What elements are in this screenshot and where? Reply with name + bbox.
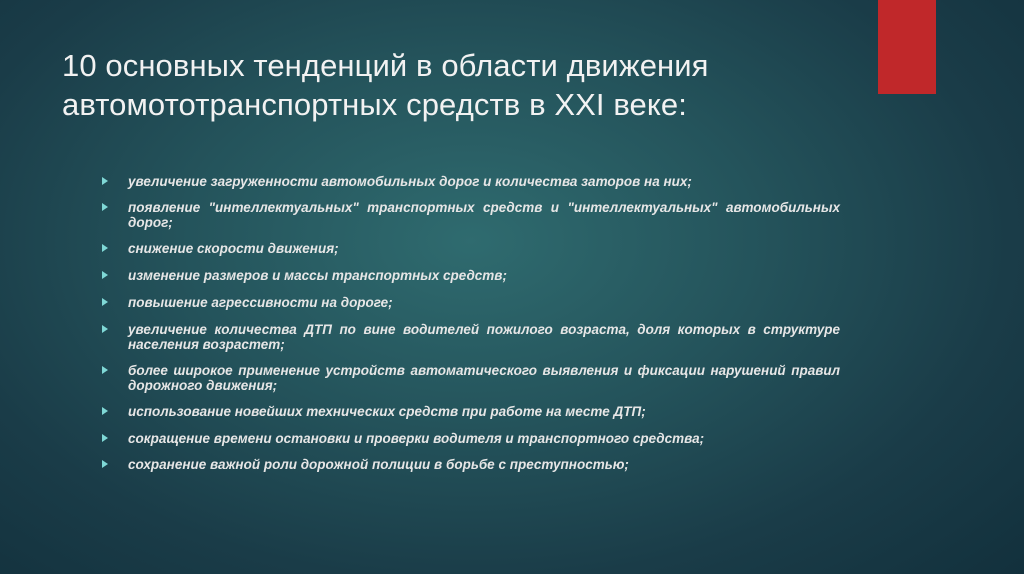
slide-title: 10 основных тенденций в области движения автомототранспортных средств в XXI веке: [62,48,709,122]
list-item-text: увеличение загруженности автомобильных дорог и количества заторов на них; [128,174,692,189]
triangle-bullet-icon [102,407,108,415]
triangle-bullet-icon [102,271,108,279]
accent-bar [878,0,936,94]
list-item [102,404,840,419]
list-item [102,241,840,256]
list-item-text: снижение скорости движения; [128,241,339,256]
list-item [102,295,840,310]
triangle-bullet-icon [102,298,108,306]
list-item-text: увеличение количества ДТП по вине водителей пожилого возраста, доля которых в структуре населения возрастет; [128,322,840,352]
triangle-bullet-icon [102,460,108,468]
triangle-bullet-icon [102,325,108,333]
list-item-text: изменение размеров и массы транспортных средств; [128,268,507,283]
list-item [102,322,840,352]
list-item-text: появление "интеллектуальных" транспортных средств и "интеллектуальных" автомобильных дорог; [128,200,840,230]
list-item [102,268,840,283]
triangle-bullet-icon [102,177,108,185]
list-item-text: сохранение важной роли дорожной полиции в борьбе с преступностью; [128,457,629,472]
triangle-bullet-icon [102,244,108,252]
list-item-text: повышение агрессивности на дороге; [128,295,393,310]
trend-list [102,174,840,484]
triangle-bullet-icon [102,203,108,211]
list-item-text: сокращение времени остановки и проверки водителя и транспортного средства; [128,431,705,446]
list-item [102,457,840,472]
triangle-bullet-icon [102,434,108,442]
list-item-text: использование новейших технических средств при работе на месте ДТП; [128,404,646,419]
triangle-bullet-icon [102,366,108,374]
list-item-text: более широкое применение устройств автоматического выявления и фиксации нарушений правил дорожного движения; [128,363,840,393]
list-item [102,200,840,230]
list-item [102,174,840,189]
list-item [102,431,840,446]
list-item [102,363,840,393]
